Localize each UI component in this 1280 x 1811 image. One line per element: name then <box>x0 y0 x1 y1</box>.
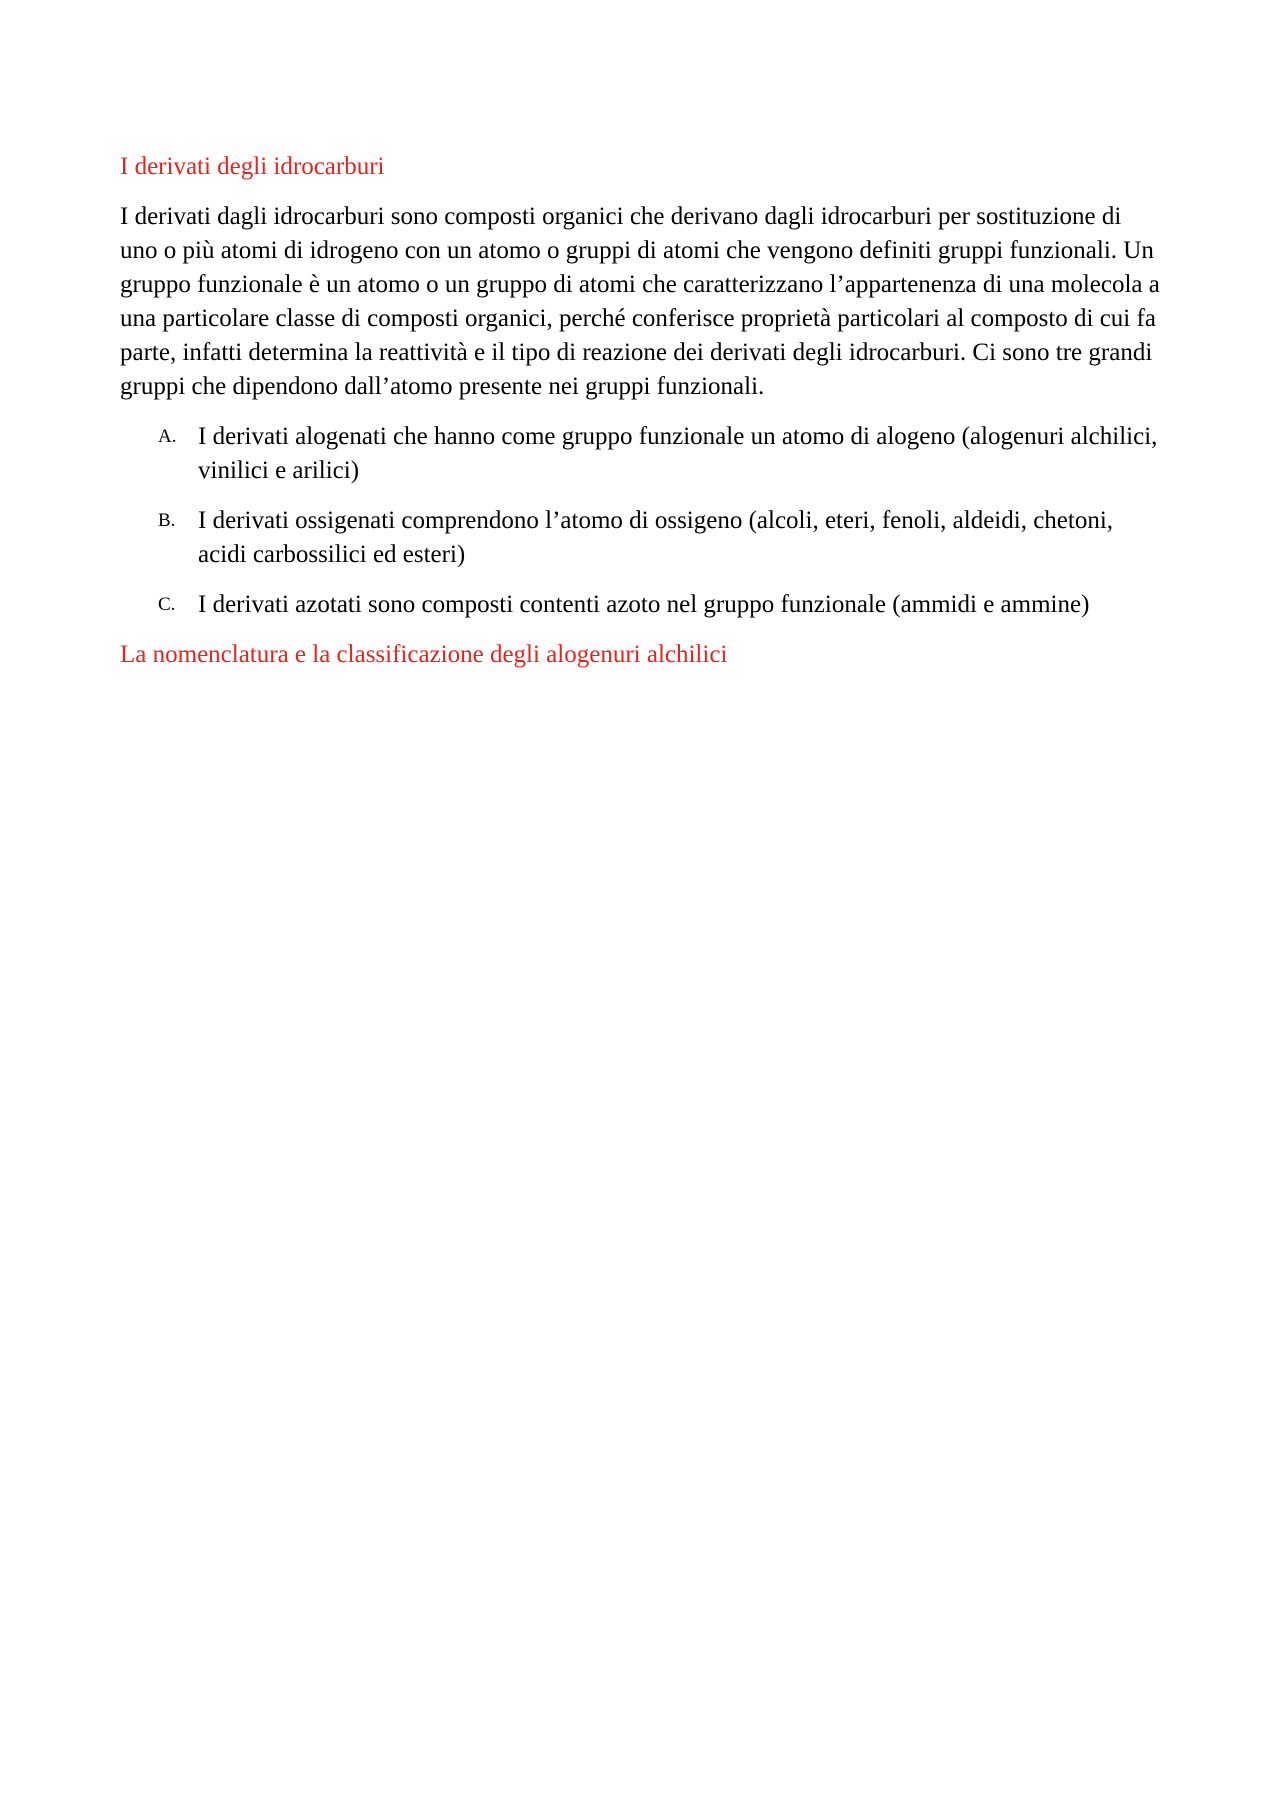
list-marker-b: B. <box>158 510 176 531</box>
list-item-a <box>120 420 1160 488</box>
lettered-list <box>120 420 1160 622</box>
section-heading-derivati: I derivati degli idrocarburi <box>120 153 385 180</box>
list-item-c <box>120 588 1160 622</box>
list-marker-a: A. <box>158 426 177 447</box>
list-item-text-b: I derivati ossigenati comprendono l’atomo di ossigeno (alcoli, eteri, fenoli, aldeidi, chetoni, acidi carbossilici ed esteri) <box>198 507 1114 568</box>
section-heading-nomenclatura: La nomenclatura e la classificazione degli alogenuri alchilici <box>120 641 728 668</box>
list-item-text-c: I derivati azotati sono composti contenti azoto nel gruppo funzionale (ammidi e ammine) <box>198 591 1090 618</box>
list-item-b <box>120 504 1160 572</box>
list-marker-c: C. <box>158 594 176 615</box>
body-paragraph: I derivati dagli idrocarburi sono composti organici che derivano dagli idrocarburi per sostituzione di uno o più atomi di idrogeno con un atomo o gruppi di atomi che vengono definiti gruppi funzionali. Un gruppo funzionale è un atomo o un gruppo di atomi che caratterizzano l’appartenenza di una molecola a una particolare classe di composti organici, perché conferisce proprietà particolari al composto di cui fa parte, infatti determina la reattività e il tipo di reazione dei derivati degli idrocarburi. Ci sono tre grandi gruppi che dipendono dall’atomo presente nei gruppi funzionali. <box>120 203 1160 400</box>
document-page <box>120 150 1160 672</box>
list-item-text-a: I derivati alogenati che hanno come gruppo funzionale un atomo di alogeno (alogenuri alchilici, vinilici e arilici) <box>198 423 1158 484</box>
